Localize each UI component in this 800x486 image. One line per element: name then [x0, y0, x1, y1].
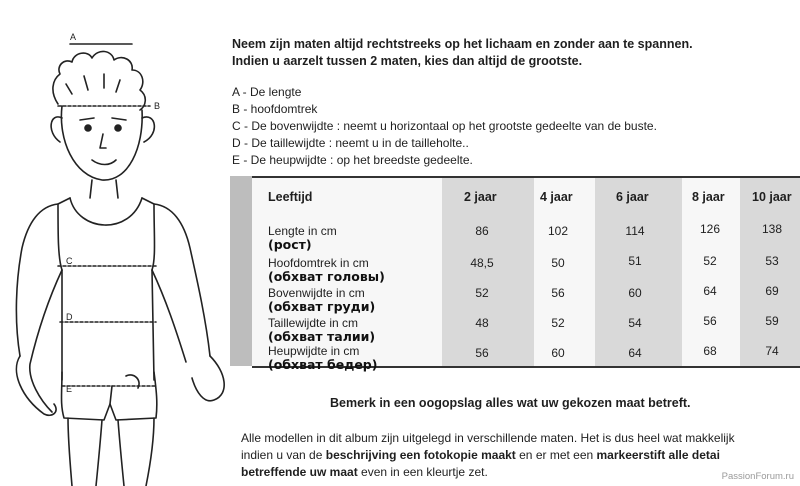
- table-cell: 138: [761, 222, 783, 236]
- footer-line-3: [241, 464, 800, 481]
- legend-item-a: A - De lengte: [232, 85, 302, 99]
- left-inner-arm: [30, 270, 62, 412]
- footer-emphasis: beschrijving een fotokopie maakt: [325, 448, 516, 462]
- right-eye: [115, 125, 121, 131]
- table-cell: 52: [475, 286, 489, 300]
- legend-item-d: D - De taillewijdte : neemt u in de tailleholte..: [232, 136, 469, 150]
- table-row-label: [268, 344, 377, 372]
- row-label-ru: (обхват бедер): [268, 357, 378, 372]
- shorts: [62, 372, 157, 420]
- child-measurement-illustration: [0, 0, 230, 486]
- table-cell: 53: [765, 254, 779, 268]
- footer-line-1: Alle modellen in dit album zijn uitgelegd in verschillende maten. Het is dus heel wat makkelijk: [241, 431, 735, 445]
- table-cell: 56: [475, 346, 489, 360]
- table-cell: 52: [551, 316, 565, 330]
- row-label-ru: (рост): [268, 237, 312, 252]
- intro-line-1: Neem zijn maten altijd rechtstreeks op het lichaam en zonder aan te spannen.: [232, 37, 693, 51]
- table-side-stripe: [230, 176, 252, 366]
- hair: [53, 51, 145, 110]
- table-cell: 60: [628, 286, 642, 300]
- row-label-ru: (обхват груди): [268, 299, 376, 314]
- table-cell: 102: [547, 224, 569, 238]
- footer-text: indien u van de: [241, 448, 326, 462]
- intro-line-2: Indien u aarzelt tussen 2 maten, kies dan altijd de grootste.: [232, 54, 583, 68]
- table-cell: 126: [699, 222, 721, 236]
- row-label-nl: Taillewijdte in cm: [268, 316, 359, 330]
- header-6-jaar: 6 jaar: [616, 190, 649, 204]
- shorts-details: [110, 375, 139, 404]
- table-cell: 50: [551, 256, 565, 270]
- intro-text: [232, 36, 792, 70]
- table-cell: 48: [475, 316, 489, 330]
- right-ear: [142, 117, 154, 142]
- row-label-ru: (обхват талии): [268, 329, 376, 344]
- row-label-nl: Bovenwijdte in cm: [268, 286, 365, 300]
- measurement-legend: [232, 84, 792, 169]
- row-label-nl: Heupwijdte in cm: [268, 344, 360, 358]
- notice-text: Bemerk in een oogopslag alles wat uw gekozen maat betreft.: [330, 396, 691, 410]
- footer-line-2: [241, 447, 800, 464]
- tank-top-neckline: [70, 198, 142, 225]
- footer-paragraph: [241, 430, 800, 481]
- column-shade-6-jaar: [595, 178, 682, 366]
- column-shade-10-jaar: [740, 178, 800, 366]
- row-label-nl: Lengte in cm: [268, 224, 337, 238]
- footer-emphasis: alle detai: [665, 448, 720, 462]
- table-cell: 59: [765, 314, 779, 328]
- left-leg: [68, 418, 102, 486]
- table-cell: 69: [765, 284, 779, 298]
- left-arm-outline: [16, 204, 58, 356]
- neck: [90, 180, 118, 198]
- right-inner-arm: [152, 270, 186, 362]
- watermark: PassionForum.ru: [721, 471, 794, 482]
- table-cell: 86: [475, 224, 489, 238]
- table-cell: 52: [703, 254, 717, 268]
- table-cell: 114: [625, 224, 645, 238]
- label-c: C: [66, 256, 73, 266]
- legend-item-b: B - hoofdomtrek: [232, 102, 318, 116]
- label-d: D: [66, 312, 73, 322]
- right-leg: [118, 418, 154, 486]
- right-arm-outline: [154, 204, 210, 356]
- column-shade-2-jaar: [442, 178, 534, 366]
- table-frame: [252, 176, 800, 372]
- row-label-ru: (обхват головы): [268, 269, 385, 284]
- table-cell: 48,5: [470, 256, 494, 270]
- legend-item-e: E - De heupwijdte : op het breedste gedeelte.: [232, 153, 473, 167]
- header-leeftijd: Leeftijd: [268, 190, 313, 204]
- right-hand: [192, 356, 224, 401]
- header-10-jaar: 10 jaar: [752, 190, 792, 204]
- table-cell: 54: [628, 316, 642, 330]
- table-cell: 56: [551, 286, 565, 300]
- table-cell: 74: [765, 344, 779, 358]
- size-table: [230, 176, 800, 372]
- table-cell: 56: [703, 314, 717, 328]
- table-cell: 68: [703, 344, 717, 358]
- table-row-label: [268, 286, 375, 314]
- header-2-jaar: 2 jaar: [464, 190, 497, 204]
- legend-item-c: C - De bovenwijdte : neemt u horizontaal op het grootste gedeelte van de buste.: [232, 119, 657, 133]
- table-cell: 64: [703, 284, 717, 298]
- table-cell: 51: [628, 254, 642, 268]
- footer-emphasis: betreffende uw maat: [241, 465, 358, 479]
- tank-top-right-side: [142, 198, 155, 270]
- footer-text: en er met een: [515, 448, 597, 462]
- left-hand: [16, 356, 56, 415]
- left-ear: [51, 117, 62, 142]
- torso-sides: [62, 270, 154, 380]
- row-label-nl: Hoofdomtrek in cm: [268, 256, 369, 270]
- label-a: A: [70, 32, 77, 42]
- header-8-jaar: 8 jaar: [692, 190, 725, 204]
- table-row-label: [268, 256, 385, 284]
- label-e: E: [66, 384, 73, 394]
- hair-strands: [66, 74, 120, 94]
- table-row-label: [268, 316, 375, 344]
- header-4-jaar: 4 jaar: [540, 190, 573, 204]
- eyebrows: [80, 118, 126, 120]
- label-b: B: [154, 101, 161, 111]
- left-eye: [85, 125, 91, 131]
- mouth: [92, 160, 116, 165]
- footer-text: even in een kleurtje zet.: [357, 465, 488, 479]
- table-cell: 60: [551, 346, 565, 360]
- footer-emphasis: markeerstift: [596, 448, 666, 462]
- table-cell: 64: [628, 346, 642, 360]
- nose: [100, 134, 106, 148]
- table-row-label: [268, 224, 337, 252]
